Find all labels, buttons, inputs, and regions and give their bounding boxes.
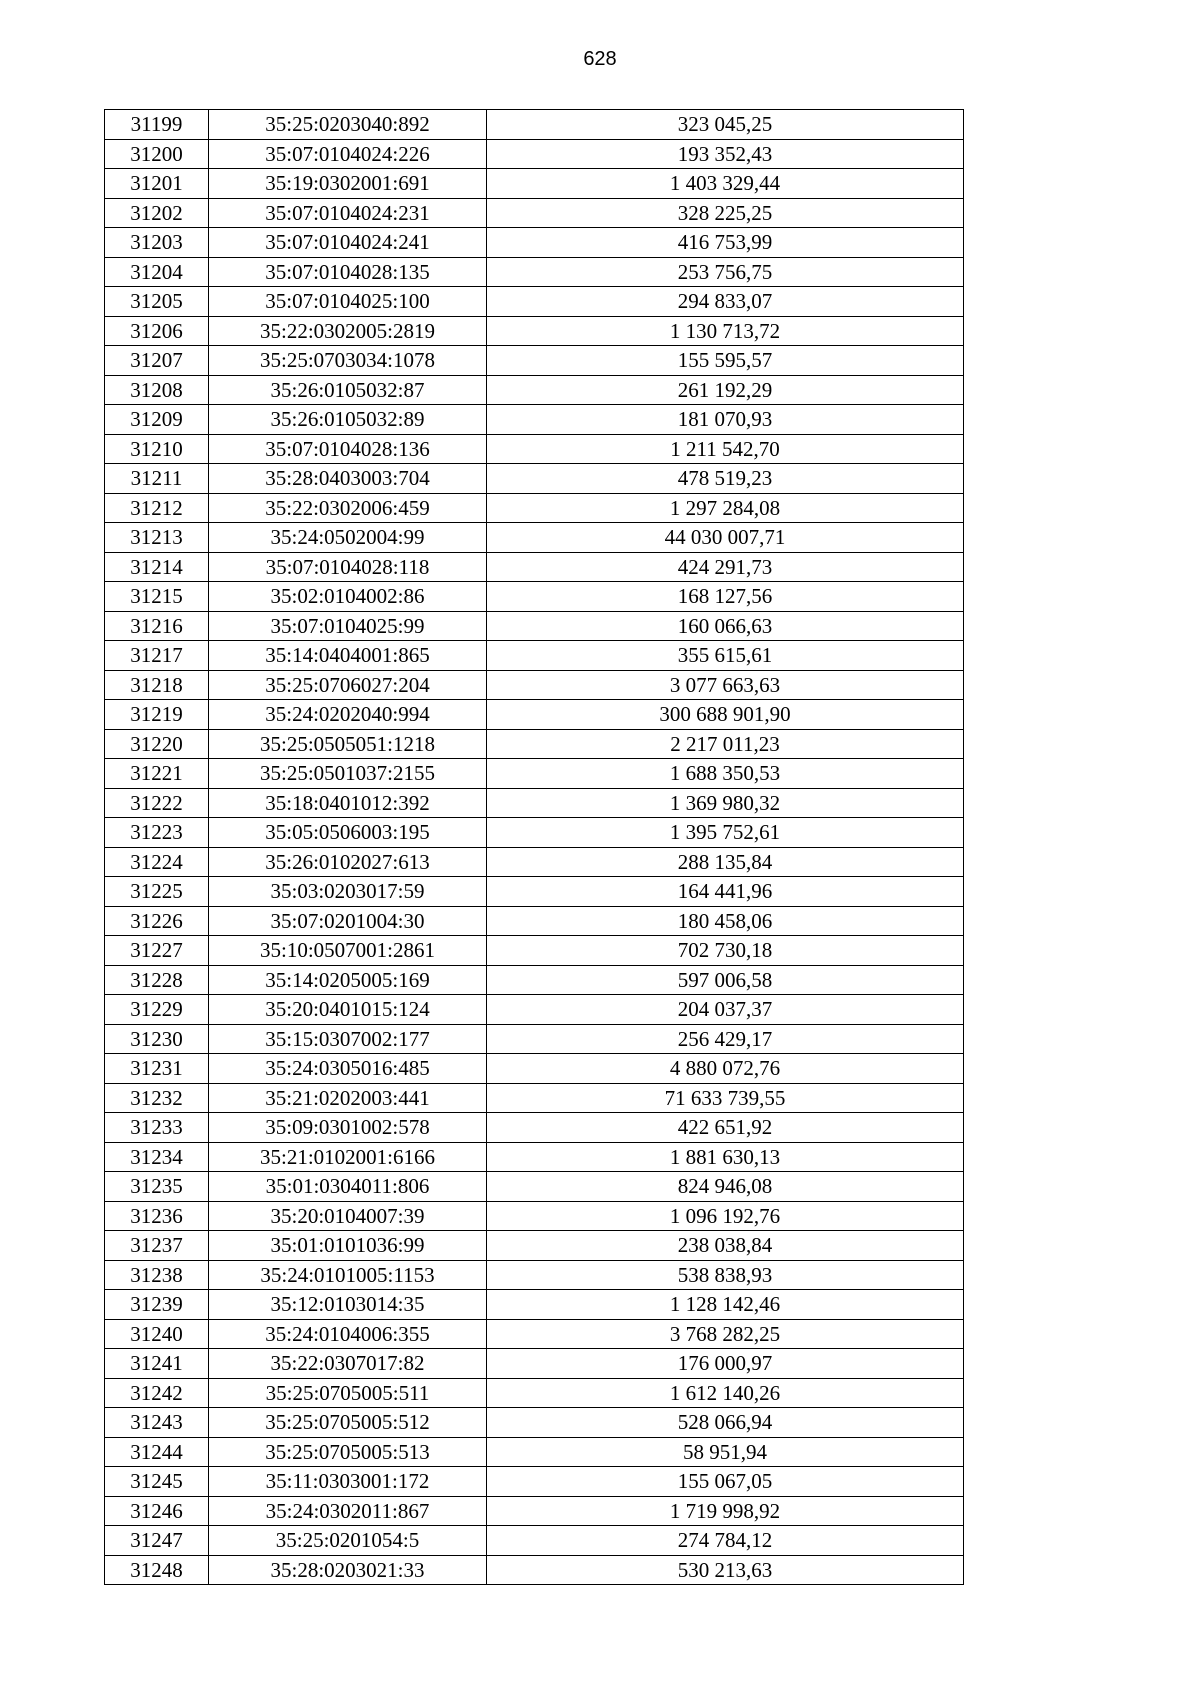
- row-number-cell: 31248: [105, 1555, 209, 1585]
- table-row: [105, 582, 964, 612]
- table-body: [105, 110, 964, 1585]
- row-number-cell: 31231: [105, 1054, 209, 1084]
- table-row: [105, 1083, 964, 1113]
- table-row: [105, 523, 964, 553]
- table-row: [105, 1290, 964, 1320]
- cadastral-number-cell: 35:25:0203040:892: [209, 110, 487, 140]
- row-number-cell: 31246: [105, 1496, 209, 1526]
- cadastral-value-cell: 424 291,73: [487, 552, 964, 582]
- cadastral-value-cell: 1 403 329,44: [487, 169, 964, 199]
- cadastral-number-cell: 35:25:0705005:511: [209, 1378, 487, 1408]
- cadastral-number-cell: 35:01:0304011:806: [209, 1172, 487, 1202]
- cadastral-value-cell: 155 595,57: [487, 346, 964, 376]
- table-row: [105, 1437, 964, 1467]
- row-number-cell: 31218: [105, 670, 209, 700]
- cadastral-value-cell: 238 038,84: [487, 1231, 964, 1261]
- table-row: [105, 906, 964, 936]
- cadastral-number-cell: 35:07:0104024:241: [209, 228, 487, 258]
- cadastral-value-cell: 71 633 739,55: [487, 1083, 964, 1113]
- table-row: [105, 169, 964, 199]
- cadastral-number-cell: 35:24:0202040:994: [209, 700, 487, 730]
- table-row: [105, 936, 964, 966]
- table-row: [105, 493, 964, 523]
- cadastral-value-cell: 2 217 011,23: [487, 729, 964, 759]
- cadastral-value-cell: 180 458,06: [487, 906, 964, 936]
- cadastral-value-cell: 1 096 192,76: [487, 1201, 964, 1231]
- cadastral-number-cell: 35:19:0302001:691: [209, 169, 487, 199]
- cadastral-value-cell: 288 135,84: [487, 847, 964, 877]
- row-number-cell: 31204: [105, 257, 209, 287]
- row-number-cell: 31205: [105, 287, 209, 317]
- cadastral-number-cell: 35:14:0404001:865: [209, 641, 487, 671]
- cadastral-value-cell: 3 077 663,63: [487, 670, 964, 700]
- cadastral-number-cell: 35:25:0201054:5: [209, 1526, 487, 1556]
- table-row: [105, 405, 964, 435]
- cadastral-value-cell: 1 612 140,26: [487, 1378, 964, 1408]
- cadastral-value-cell: 1 719 998,92: [487, 1496, 964, 1526]
- table-row: [105, 1467, 964, 1497]
- row-number-cell: 31214: [105, 552, 209, 582]
- cadastral-value-cell: 702 730,18: [487, 936, 964, 966]
- row-number-cell: 31233: [105, 1113, 209, 1143]
- row-number-cell: 31208: [105, 375, 209, 405]
- row-number-cell: 31219: [105, 700, 209, 730]
- cadastral-value-cell: 58 951,94: [487, 1437, 964, 1467]
- row-number-cell: 31209: [105, 405, 209, 435]
- table-row: [105, 1024, 964, 1054]
- cadastral-number-cell: 35:12:0103014:35: [209, 1290, 487, 1320]
- cadastral-number-cell: 35:24:0502004:99: [209, 523, 487, 553]
- cadastral-number-cell: 35:14:0205005:169: [209, 965, 487, 995]
- cadastral-number-cell: 35:07:0104025:100: [209, 287, 487, 317]
- table-row: [105, 1260, 964, 1290]
- table-row: [105, 729, 964, 759]
- cadastral-value-cell: 253 756,75: [487, 257, 964, 287]
- row-number-cell: 31234: [105, 1142, 209, 1172]
- row-number-cell: 31239: [105, 1290, 209, 1320]
- cadastral-value-cell: 1 297 284,08: [487, 493, 964, 523]
- table-row: [105, 818, 964, 848]
- cadastral-number-cell: 35:25:0703034:1078: [209, 346, 487, 376]
- cadastral-number-cell: 35:01:0101036:99: [209, 1231, 487, 1261]
- cadastral-number-cell: 35:07:0104028:118: [209, 552, 487, 582]
- row-number-cell: 31241: [105, 1349, 209, 1379]
- row-number-cell: 31247: [105, 1526, 209, 1556]
- table-row: [105, 552, 964, 582]
- cadastral-value-cell: 176 000,97: [487, 1349, 964, 1379]
- cadastral-value-cell: 597 006,58: [487, 965, 964, 995]
- row-number-cell: 31200: [105, 139, 209, 169]
- cadastral-number-cell: 35:22:0302006:459: [209, 493, 487, 523]
- cadastral-number-cell: 35:20:0104007:39: [209, 1201, 487, 1231]
- cadastral-number-cell: 35:22:0307017:82: [209, 1349, 487, 1379]
- table-row: [105, 611, 964, 641]
- cadastral-number-cell: 35:07:0104024:231: [209, 198, 487, 228]
- table-row: [105, 228, 964, 258]
- cadastral-number-cell: 35:07:0104028:136: [209, 434, 487, 464]
- row-number-cell: 31220: [105, 729, 209, 759]
- row-number-cell: 31245: [105, 1467, 209, 1497]
- cadastral-number-cell: 35:21:0102001:6166: [209, 1142, 487, 1172]
- cadastral-value-cell: 168 127,56: [487, 582, 964, 612]
- table-row: [105, 1555, 964, 1585]
- cadastral-number-cell: 35:09:0301002:578: [209, 1113, 487, 1143]
- row-number-cell: 31213: [105, 523, 209, 553]
- row-number-cell: 31244: [105, 1437, 209, 1467]
- cadastral-number-cell: 35:24:0101005:1153: [209, 1260, 487, 1290]
- cadastral-number-cell: 35:25:0705005:513: [209, 1437, 487, 1467]
- cadastral-value-cell: 530 213,63: [487, 1555, 964, 1585]
- cadastral-number-cell: 35:11:0303001:172: [209, 1467, 487, 1497]
- table-row: [105, 965, 964, 995]
- row-number-cell: 31217: [105, 641, 209, 671]
- table-row: [105, 1054, 964, 1084]
- row-number-cell: 31228: [105, 965, 209, 995]
- row-number-cell: 31202: [105, 198, 209, 228]
- table-row: [105, 670, 964, 700]
- table-row: [105, 847, 964, 877]
- cadastral-number-cell: 35:21:0202003:441: [209, 1083, 487, 1113]
- cadastral-number-cell: 35:28:0403003:704: [209, 464, 487, 494]
- table-row: [105, 641, 964, 671]
- cadastral-value-cell: 1 130 713,72: [487, 316, 964, 346]
- cadastral-number-cell: 35:07:0104025:99: [209, 611, 487, 641]
- cadastral-number-cell: 35:26:0102027:613: [209, 847, 487, 877]
- cadastral-value-cell: 294 833,07: [487, 287, 964, 317]
- table-row: [105, 1231, 964, 1261]
- row-number-cell: 31212: [105, 493, 209, 523]
- row-number-cell: 31222: [105, 788, 209, 818]
- cadastral-value-cell: 1 881 630,13: [487, 1142, 964, 1172]
- row-number-cell: 31199: [105, 110, 209, 140]
- cadastral-value-cell: 355 615,61: [487, 641, 964, 671]
- table-row: [105, 700, 964, 730]
- table-row: [105, 1496, 964, 1526]
- row-number-cell: 31207: [105, 346, 209, 376]
- row-number-cell: 31223: [105, 818, 209, 848]
- cadastral-number-cell: 35:15:0307002:177: [209, 1024, 487, 1054]
- row-number-cell: 31235: [105, 1172, 209, 1202]
- table-row: [105, 877, 964, 907]
- row-number-cell: 31221: [105, 759, 209, 789]
- table-row: [105, 1349, 964, 1379]
- table-row: [105, 346, 964, 376]
- cadastral-value-cell: 256 429,17: [487, 1024, 964, 1054]
- table-row: [105, 995, 964, 1025]
- table-row: [105, 1201, 964, 1231]
- table-row: [105, 1172, 964, 1202]
- cadastral-number-cell: 35:05:0506003:195: [209, 818, 487, 848]
- cadastral-number-cell: 35:28:0203021:33: [209, 1555, 487, 1585]
- cadastral-value-cell: 1 395 752,61: [487, 818, 964, 848]
- row-number-cell: 31215: [105, 582, 209, 612]
- cadastral-number-cell: 35:24:0104006:355: [209, 1319, 487, 1349]
- row-number-cell: 31225: [105, 877, 209, 907]
- table-row: [105, 1408, 964, 1438]
- table-row: [105, 257, 964, 287]
- row-number-cell: 31227: [105, 936, 209, 966]
- table-row: [105, 110, 964, 140]
- row-number-cell: 31236: [105, 1201, 209, 1231]
- table-row: [105, 198, 964, 228]
- table-row: [105, 1526, 964, 1556]
- cadastral-value-cell: 181 070,93: [487, 405, 964, 435]
- row-number-cell: 31206: [105, 316, 209, 346]
- cadastral-value-cell: 422 651,92: [487, 1113, 964, 1143]
- cadastral-number-cell: 35:25:0705005:512: [209, 1408, 487, 1438]
- row-number-cell: 31237: [105, 1231, 209, 1261]
- cadastral-value-cell: 204 037,37: [487, 995, 964, 1025]
- cadastral-value-table: [104, 109, 964, 1585]
- cadastral-value-cell: 155 067,05: [487, 1467, 964, 1497]
- cadastral-number-cell: 35:26:0105032:87: [209, 375, 487, 405]
- page-number: 628: [583, 48, 617, 70]
- row-number-cell: 31229: [105, 995, 209, 1025]
- cadastral-value-cell: 528 066,94: [487, 1408, 964, 1438]
- cadastral-number-cell: 35:10:0507001:2861: [209, 936, 487, 966]
- cadastral-number-cell: 35:24:0302011:867: [209, 1496, 487, 1526]
- table-row: [105, 1319, 964, 1349]
- row-number-cell: 31238: [105, 1260, 209, 1290]
- row-number-cell: 31211: [105, 464, 209, 494]
- cadastral-value-cell: 478 519,23: [487, 464, 964, 494]
- cadastral-number-cell: 35:26:0105032:89: [209, 405, 487, 435]
- row-number-cell: 31243: [105, 1408, 209, 1438]
- cadastral-value-cell: 328 225,25: [487, 198, 964, 228]
- cadastral-value-cell: 274 784,12: [487, 1526, 964, 1556]
- cadastral-value-cell: 416 753,99: [487, 228, 964, 258]
- cadastral-value-cell: 323 045,25: [487, 110, 964, 140]
- cadastral-value-cell: 44 030 007,71: [487, 523, 964, 553]
- row-number-cell: 31201: [105, 169, 209, 199]
- cadastral-value-cell: 538 838,93: [487, 1260, 964, 1290]
- cadastral-number-cell: 35:25:0501037:2155: [209, 759, 487, 789]
- row-number-cell: 31230: [105, 1024, 209, 1054]
- cadastral-value-cell: 824 946,08: [487, 1172, 964, 1202]
- table-row: [105, 1142, 964, 1172]
- row-number-cell: 31203: [105, 228, 209, 258]
- cadastral-number-cell: 35:24:0305016:485: [209, 1054, 487, 1084]
- table-row: [105, 1378, 964, 1408]
- cadastral-value-cell: 193 352,43: [487, 139, 964, 169]
- cadastral-number-cell: 35:07:0104028:135: [209, 257, 487, 287]
- row-number-cell: 31210: [105, 434, 209, 464]
- cadastral-value-cell: 1 688 350,53: [487, 759, 964, 789]
- table-row: [105, 788, 964, 818]
- table-row: [105, 316, 964, 346]
- cadastral-number-cell: 35:03:0203017:59: [209, 877, 487, 907]
- cadastral-value-cell: 164 441,96: [487, 877, 964, 907]
- table-row: [105, 464, 964, 494]
- cadastral-number-cell: 35:25:0505051:1218: [209, 729, 487, 759]
- cadastral-value-cell: 261 192,29: [487, 375, 964, 405]
- table-row: [105, 375, 964, 405]
- row-number-cell: 31216: [105, 611, 209, 641]
- row-number-cell: 31240: [105, 1319, 209, 1349]
- cadastral-number-cell: 35:18:0401012:392: [209, 788, 487, 818]
- table-row: [105, 434, 964, 464]
- table-row: [105, 139, 964, 169]
- cadastral-number-cell: 35:07:0201004:30: [209, 906, 487, 936]
- cadastral-number-cell: 35:22:0302005:2819: [209, 316, 487, 346]
- cadastral-value-cell: 1 128 142,46: [487, 1290, 964, 1320]
- row-number-cell: 31226: [105, 906, 209, 936]
- cadastral-number-cell: 35:07:0104024:226: [209, 139, 487, 169]
- cadastral-value-cell: 3 768 282,25: [487, 1319, 964, 1349]
- cadastral-value-cell: 300 688 901,90: [487, 700, 964, 730]
- table-row: [105, 287, 964, 317]
- row-number-cell: 31242: [105, 1378, 209, 1408]
- cadastral-value-cell: 1 369 980,32: [487, 788, 964, 818]
- cadastral-number-cell: 35:02:0104002:86: [209, 582, 487, 612]
- table-row: [105, 1113, 964, 1143]
- cadastral-value-cell: 4 880 072,76: [487, 1054, 964, 1084]
- row-number-cell: 31224: [105, 847, 209, 877]
- cadastral-number-cell: 35:25:0706027:204: [209, 670, 487, 700]
- cadastral-number-cell: 35:20:0401015:124: [209, 995, 487, 1025]
- cadastral-value-cell: 160 066,63: [487, 611, 964, 641]
- cadastral-value-cell: 1 211 542,70: [487, 434, 964, 464]
- row-number-cell: 31232: [105, 1083, 209, 1113]
- table-row: [105, 759, 964, 789]
